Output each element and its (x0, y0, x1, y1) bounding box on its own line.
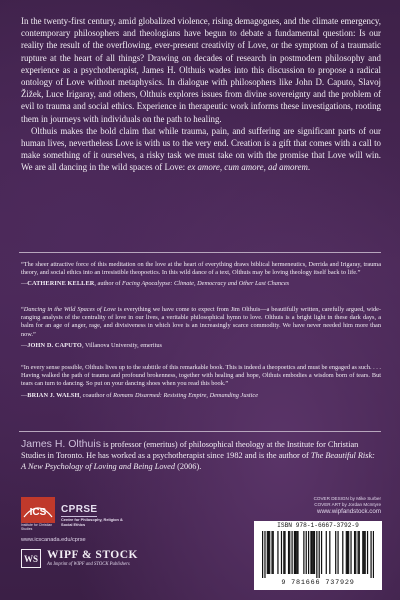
barcode-bar (288, 531, 289, 574)
barcode-bar (359, 531, 360, 574)
barcode-bar (326, 531, 327, 574)
description-paragraph-2: Olthuis makes the bold claim that while trauma, pain, and suffering are significant parts of our human lives, nevertheless Love is with us to the very end. Creation is a gift that comes with a call to make something of it ourselves, a risky task we must take on with the promise that Love will win. We are all dancing in the wild spaces of Love: ex amore, cum amore, ad amorem. (21, 125, 381, 173)
barcode-bar (277, 531, 278, 574)
barcode-bar (316, 531, 317, 578)
author-bio: James H. Olthuis is professor (emeritus) of philosophical theology at the Institute for Christian Studies in Toronto. He has worked as a psychotherapist since 1982 and is the author of The Beautiful Risk: A New Psychology of Loving and Being Loved (2006). (21, 438, 375, 471)
endorsement-attribution: —JOHN D. CAPUTO, Villanova University, emeritus (21, 341, 163, 349)
barcode-bar (363, 531, 364, 574)
barcode-bar (297, 531, 298, 574)
barcode-bar (281, 531, 282, 574)
cover-art-credit: COVER ART by Jordan McIntyre (314, 502, 381, 507)
barcode-bar (271, 531, 272, 574)
barcode-bar (303, 531, 304, 574)
barcode-bar (313, 531, 314, 574)
barcode-bar (357, 531, 358, 574)
isbn-label: ISBN 978-1-6667-3792-9 (277, 522, 359, 529)
barcode-bar (295, 531, 296, 574)
barcode-bar (314, 531, 315, 574)
barcode-bar (365, 531, 366, 574)
isbn-barcode (254, 521, 382, 590)
barcode-bar (306, 531, 307, 574)
author-book-title: The Beautiful Risk: A New Psychology of Loving and Being Loved (21, 451, 375, 471)
description-paragraph-1: In the twenty-first century, amid globalized violence, rising demagogues, and the climate emergency, contemporary philosophers and theologians have begun to debate a fundamental question: Is our reality the result of the overflowing, ever-present creativity of Love, or the symptom of a traumatic rupture at the heart of all things? Drawing on decades of research in postmodern philosophy and experience as a psychotherapist, James H. Olthuis wades into this discussion to propose a radical ontology of Love without metaphysics. In dialogue with philosophers like John D. Caputo, Slavoj Žižek, Luce Irigaray, and others, Olthuis explores issues from divine sovereignty and the problem of evil to trauma and social ethics. Experience in therapeutic work informs these investigations, rooting them in journeys with individuals on the path to healing. (21, 16, 381, 124)
barcode-bars (262, 531, 374, 578)
book-description (21, 15, 381, 174)
barcode-digits: 9 781666 737929 (281, 579, 355, 587)
endorsement-quote: “Dancing in the Wild Spaces of Love is everything we have come to expect from Jim Olthuis—a beautifully written, carefully argued, wide-ranging analysis of the centrality of love in our lives, a veritable philosophical hymn to love. Olthuis is a bright light in these dark days, a balm for an age of anger, rage, and divisiveness in which love is an increasingly scarce commodity. We have never needed him more than now.” (21, 306, 382, 338)
endorsement-quote: “In every sense possible, Olthuis lives up to the subtitle of this remarkable book. This is indeed a theopoetics and must be engaged as such. . . . Having walked the path of trauma and profound brokenness, together with healing and hope, Olthuis embodies a wisdom born of tears. But tears can turn to dancing. So put on your dancing shoes when you read this book.” (21, 364, 381, 388)
publisher-website: www.wipfandstock.com (317, 508, 381, 515)
barcode-bar (362, 531, 363, 574)
barcode-bar (354, 531, 355, 574)
endorsement-quote: “The sheer attractive force of this meditation on the love at the heart of everything draws biblical hermeneutics, Derrida and Irigaray, trauma theory, and social ethics into an irresistible theopoetics. In this wild dance of a text, Olthuis may be loving theology itself back to life.” (21, 261, 381, 277)
barcode-bar (308, 531, 309, 574)
barcode-bar (348, 531, 349, 574)
cover-credits (314, 496, 381, 515)
publisher-tagline: An Imprint of WIPF and STOCK Publishers (47, 562, 130, 567)
ics-logo (21, 497, 55, 523)
barcode-bar (296, 531, 297, 574)
barcode-bar (273, 531, 274, 574)
barcode-bar (346, 531, 347, 574)
barcode-bar (283, 531, 284, 574)
barcode-bar (269, 531, 270, 574)
barcode-bar (310, 531, 311, 574)
endorsement-attribution: —BRIAN J. WALSH, coauthor of Romans Disarmed: Resisting Empire, Demanding Justice (21, 391, 259, 399)
barcode-bar (367, 531, 368, 574)
ws-logo-letters: WS (23, 554, 39, 564)
divider-top (19, 252, 381, 253)
barcode-bar (337, 531, 338, 574)
barcode-bar (264, 531, 265, 578)
publisher-logos (21, 497, 221, 597)
barcode-bar (321, 531, 322, 574)
barcode-bar (373, 531, 374, 578)
barcode-bar (370, 531, 371, 578)
barcode-bar (294, 531, 295, 574)
barcode-bar (289, 531, 290, 574)
endorsement-keller (21, 261, 381, 289)
endorsement-walsh (21, 364, 381, 400)
barcode-bar (291, 531, 292, 574)
cprse-title: CPRSE (61, 504, 98, 515)
publisher-name: WIPF & STOCK (47, 549, 138, 561)
barcode-bar (347, 531, 348, 574)
barcode-bar (335, 531, 336, 574)
barcode-bar (267, 531, 268, 574)
cover-design-credit: COVER DESIGN by Mike Surber (313, 496, 381, 501)
cprse-logo (61, 499, 131, 527)
divider-bottom (19, 431, 381, 432)
endorsement-attribution: —CATHERINE KELLER, author of Facing Apocalypse: Climate, Democracy and Other Last Chances (21, 280, 290, 288)
barcode-bar (329, 531, 330, 574)
cprse-subtitle: Centre for Philosophy, Religion & Social Ethics (61, 517, 123, 527)
barcode-bar (312, 531, 313, 574)
barcode-bar (262, 531, 263, 578)
barcode-bar (355, 531, 356, 574)
endorsement-caputo (21, 306, 381, 350)
barcode-bar (342, 531, 343, 574)
wipf-stock-logo-icon (21, 549, 41, 568)
barcode-bar (319, 531, 320, 578)
barcode-bar (284, 531, 285, 574)
barcode-bar (268, 531, 269, 574)
ics-logo-letters: ICS (29, 507, 47, 518)
author-name: James H. Olthuis (21, 438, 101, 450)
latin-phrase: ex amore, cum amore, ad amorem (187, 162, 308, 173)
barcode-bar (350, 531, 351, 574)
ics-label: Institute for Christian Studies (21, 523, 53, 531)
ics-url: www.icscanada.edu/cprse (21, 537, 86, 543)
